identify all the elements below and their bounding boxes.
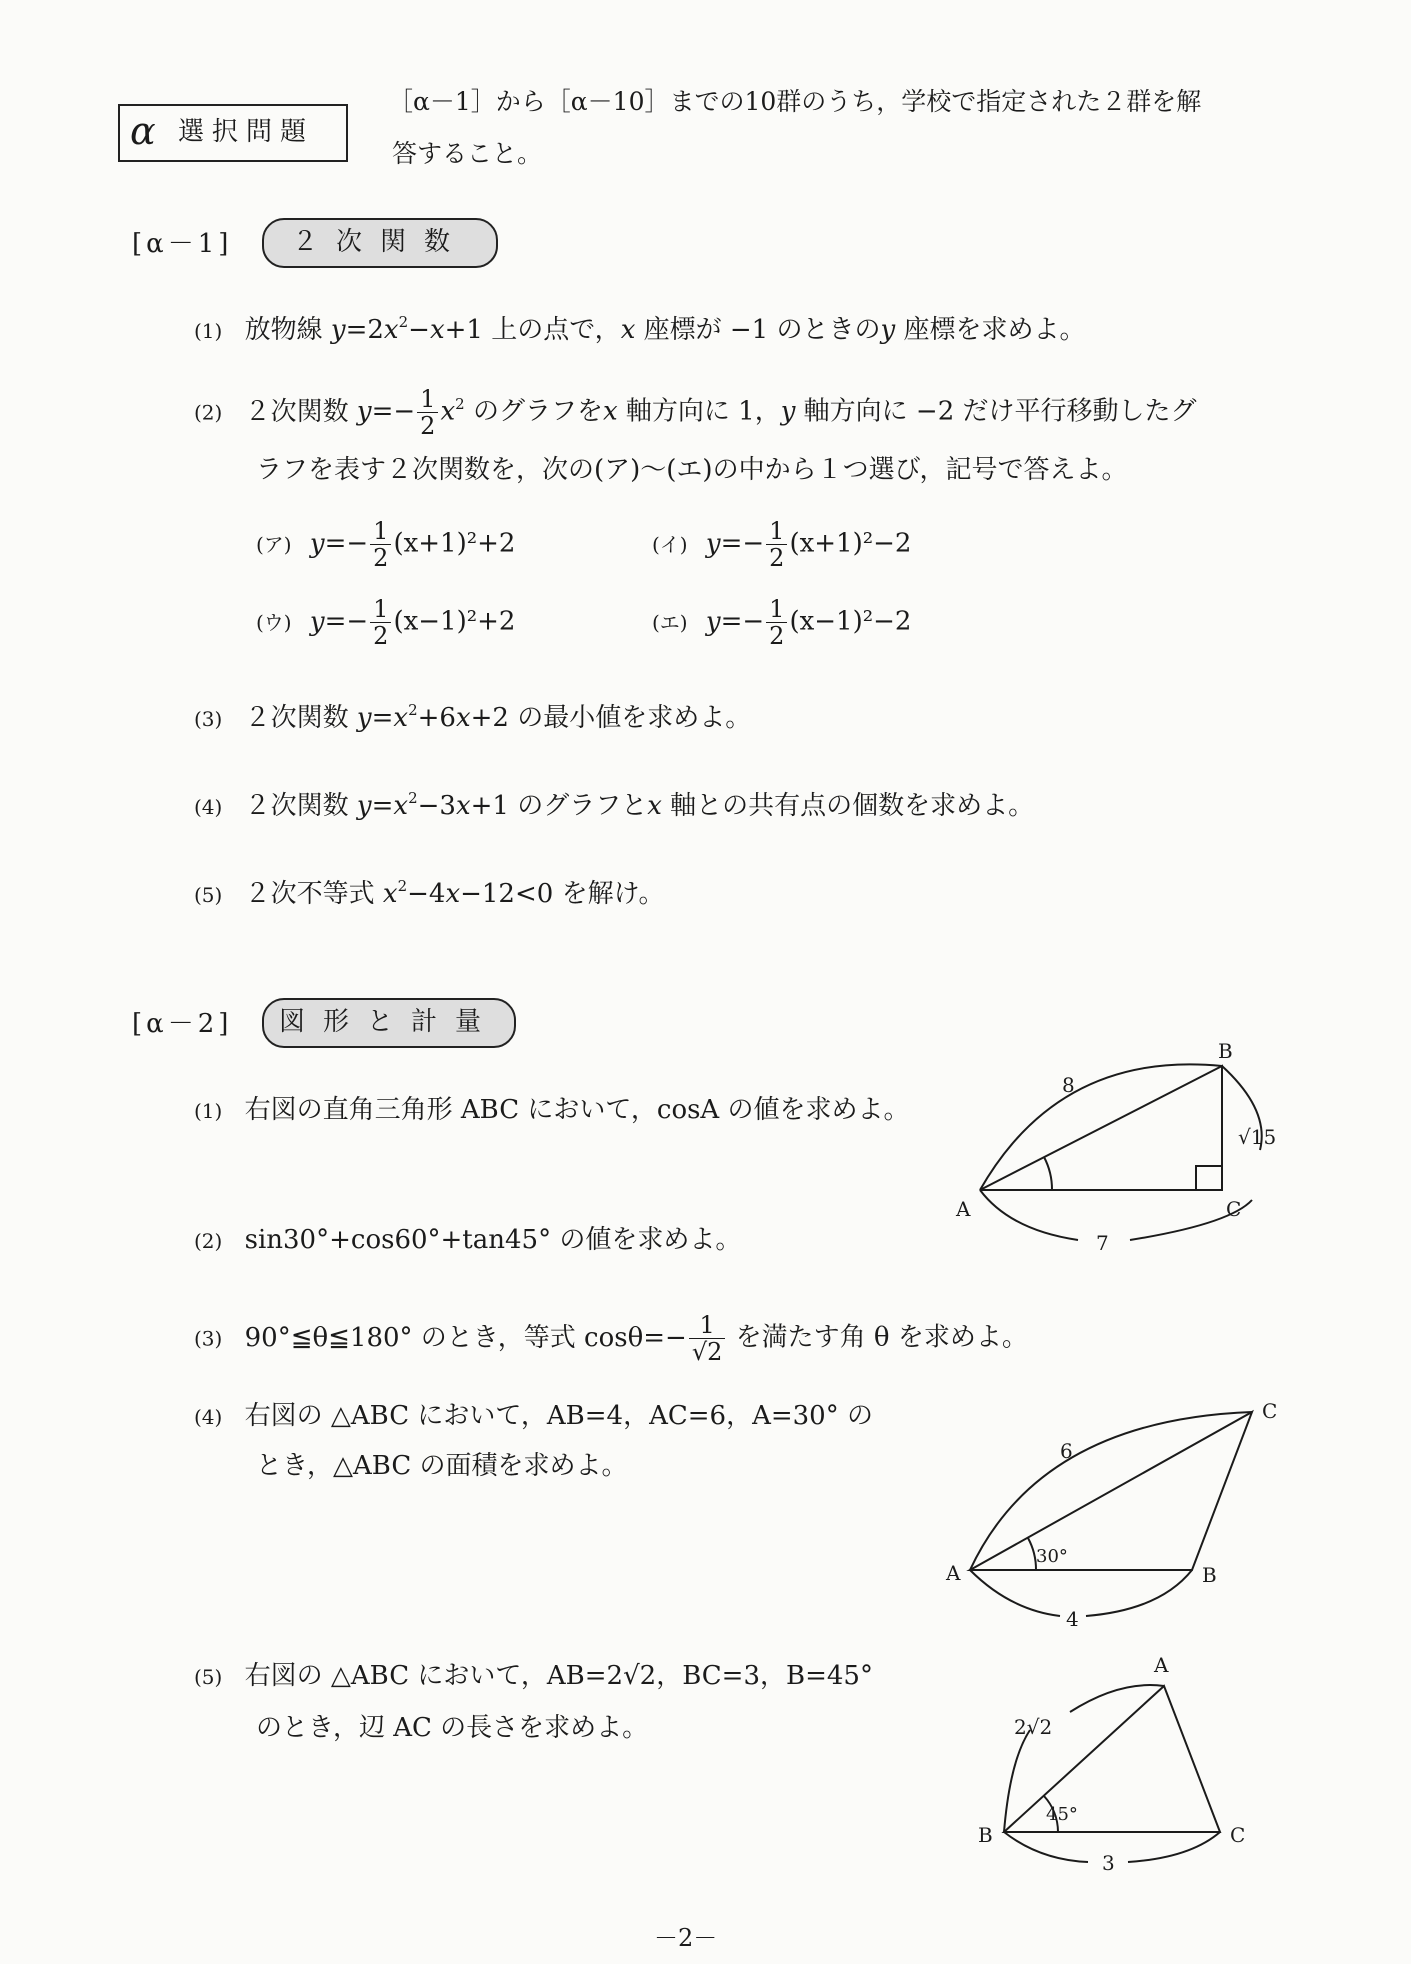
section-title-geometry: 図形と計量 <box>262 998 516 1048</box>
s2-q3-text-a: 90°≦θ≦180° のとき，等式 cosθ=− <box>244 1322 687 1353</box>
s1-question-2-line-2: ラフを表す２次関数を，次の(ア)〜(エ)の中から１つ選び，記号で答えよ。 <box>256 455 1128 485</box>
q1-text-b: 上の点で， <box>491 315 621 345</box>
q5-text-a: ２次不等式 <box>244 879 375 909</box>
q5-text-b: を解け。 <box>561 879 665 909</box>
question-number: (5) <box>194 1665 223 1689</box>
s2-q2-text: sin30°+cos60°+tan45° の値を求めよ。 <box>244 1225 742 1255</box>
section-tag-alpha-2: [α－2] <box>132 1009 233 1039</box>
fig1-label-base: 7 <box>1096 1231 1109 1255</box>
fig3-label-angle: 45° <box>1046 1804 1078 1825</box>
fig1-vertex-B: B <box>1218 1039 1233 1063</box>
choice-expr: (x−1)²+2 <box>393 606 516 637</box>
choice-label: (ア) <box>256 532 292 557</box>
q3-text-b: の最小値を求めよ。 <box>517 703 752 733</box>
s1-question-1: (1) 放物線 $y=2x^2-x+1$ 上の点で，x 座標が −1 のときのy 座標を求めよ。 <box>194 313 1086 345</box>
choice-b: (イ) y=− $\frac{1}{2}$ (x+1)²−2 <box>652 517 912 572</box>
choice-label: (イ) <box>652 532 688 557</box>
fig1-label-side: √15 <box>1238 1125 1277 1149</box>
fig3-vertex-A: A <box>1154 1653 1169 1677</box>
s2-question-4-line-2: とき，△ABC の面積を求めよ。 <box>256 1451 628 1481</box>
choice-label: (ウ) <box>256 610 292 635</box>
fig1-label-hyp: 8 <box>1062 1073 1075 1097</box>
badge-alpha-symbol: α <box>130 109 156 153</box>
q4-text-a: ２次関数 <box>244 791 349 821</box>
question-number: (5) <box>194 883 223 907</box>
fig2-label-angle: 30° <box>1036 1546 1068 1567</box>
fig2-label-ac: 6 <box>1060 1439 1073 1463</box>
q2-text-c: 軸方向に 1， <box>625 396 781 427</box>
fig3-vertex-C: C <box>1230 1823 1246 1847</box>
fraction-one-half: $\frac{1}{2}$ <box>417 386 438 439</box>
s1-question-3: (3) ２次関数 $y=x^2+6x+2$ の最小値を求めよ。 <box>194 701 752 733</box>
question-number: (2) <box>194 400 223 425</box>
q2-text-b: のグラフを <box>472 396 603 427</box>
s2-q1-text: 右図の直角三角形 ABC において，cosA の値を求めよ。 <box>244 1095 910 1125</box>
question-number: (3) <box>194 707 223 731</box>
instruction-line-1: ［α－1］から［α－10］までの10群のうち，学校で指定された２群を解 <box>388 87 1202 116</box>
fig3-label-ab: 2√2 <box>1014 1715 1053 1739</box>
q3-text-a: ２次関数 <box>244 703 349 733</box>
s2-q5-line-1: 右図の △ABC において，AB=2√2，BC=3，B=45° <box>244 1661 873 1691</box>
question-number: (1) <box>194 1099 223 1123</box>
section-tag-alpha-1: [α－1] <box>132 229 233 259</box>
section-title-quadratic: ２次関数 <box>262 218 498 268</box>
fig1-vertex-C: C <box>1226 1197 1242 1221</box>
choice-expr: (x+1)²−2 <box>789 528 912 559</box>
fig3-vertex-B: B <box>978 1823 993 1847</box>
s2-q4-line-1: 右図の △ABC において，AB=4，AC=6，A=30° の <box>244 1401 873 1431</box>
choice-d: (エ) y=− $\frac{1}{2}$ (x−1)²−2 <box>652 595 912 650</box>
question-number: (2) <box>194 1229 223 1253</box>
fig1-vertex-A: A <box>956 1197 971 1221</box>
fig1-triangle <box>980 1064 1262 1240</box>
fig3-label-bc: 3 <box>1102 1851 1115 1875</box>
q2-text-d: 軸方向に −2 だけ平行移動したグ <box>803 396 1197 427</box>
question-number: (3) <box>194 1326 223 1351</box>
page-number: －2－ <box>654 1924 718 1952</box>
fig3-triangle <box>1004 1685 1220 1862</box>
fraction-one-over-root2: $\frac{1}{√2}$ <box>689 1312 726 1365</box>
q4-text-b: のグラフと <box>517 791 648 821</box>
choice-a: (ア) y=− $\frac{1}{2}$ (x+1)²+2 <box>256 517 516 572</box>
fig2-vertex-B: B <box>1202 1563 1217 1587</box>
fig2-label-ab: 4 <box>1066 1607 1079 1631</box>
q1-text-d: 座標を求めよ。 <box>903 315 1086 345</box>
q1-text-c: 座標が −1 のときの <box>643 315 881 345</box>
question-number: (1) <box>194 319 223 343</box>
s2-q3-text-b: を満たす角 θ を求めよ。 <box>735 1322 1028 1353</box>
fig2-vertex-A: A <box>946 1561 961 1585</box>
choice-expr: (x+1)²+2 <box>393 528 516 559</box>
q4-text-c: 軸との共有点の個数を求めよ。 <box>670 791 1035 821</box>
q2-text-a: ２次関数 <box>244 396 349 427</box>
q1-text-a: 放物線 <box>244 315 323 345</box>
s1-question-2: (2) ２次関数 y=− $\frac{1}{2}$ $x^2$ のグラフをx 軸方向に 1，y 軸方向に −2 だけ平行移動したグ <box>194 385 1197 440</box>
question-number: (4) <box>194 1405 223 1429</box>
fig2-vertex-C: C <box>1262 1399 1278 1423</box>
s2-question-5-line-2: のとき，辺 AC の長さを求めよ。 <box>256 1713 649 1743</box>
choice-expr: (x−1)²−2 <box>789 606 912 637</box>
badge-title: 選択問題 <box>178 117 315 147</box>
s1-question-4: (4) ２次関数 $y=x^2-3x+1$ のグラフとx 軸との共有点の個数を求めよ。 <box>194 789 1035 821</box>
choice-label: (エ) <box>652 610 688 635</box>
question-number: (4) <box>194 795 223 819</box>
choice-c: (ウ) y=− $\frac{1}{2}$ (x−1)²+2 <box>256 595 516 650</box>
instruction-line-2: 答すること。 <box>392 139 543 168</box>
s1-question-5: (5) ２次不等式 $x^2-4x-12<0$ を解け。 <box>194 877 665 909</box>
